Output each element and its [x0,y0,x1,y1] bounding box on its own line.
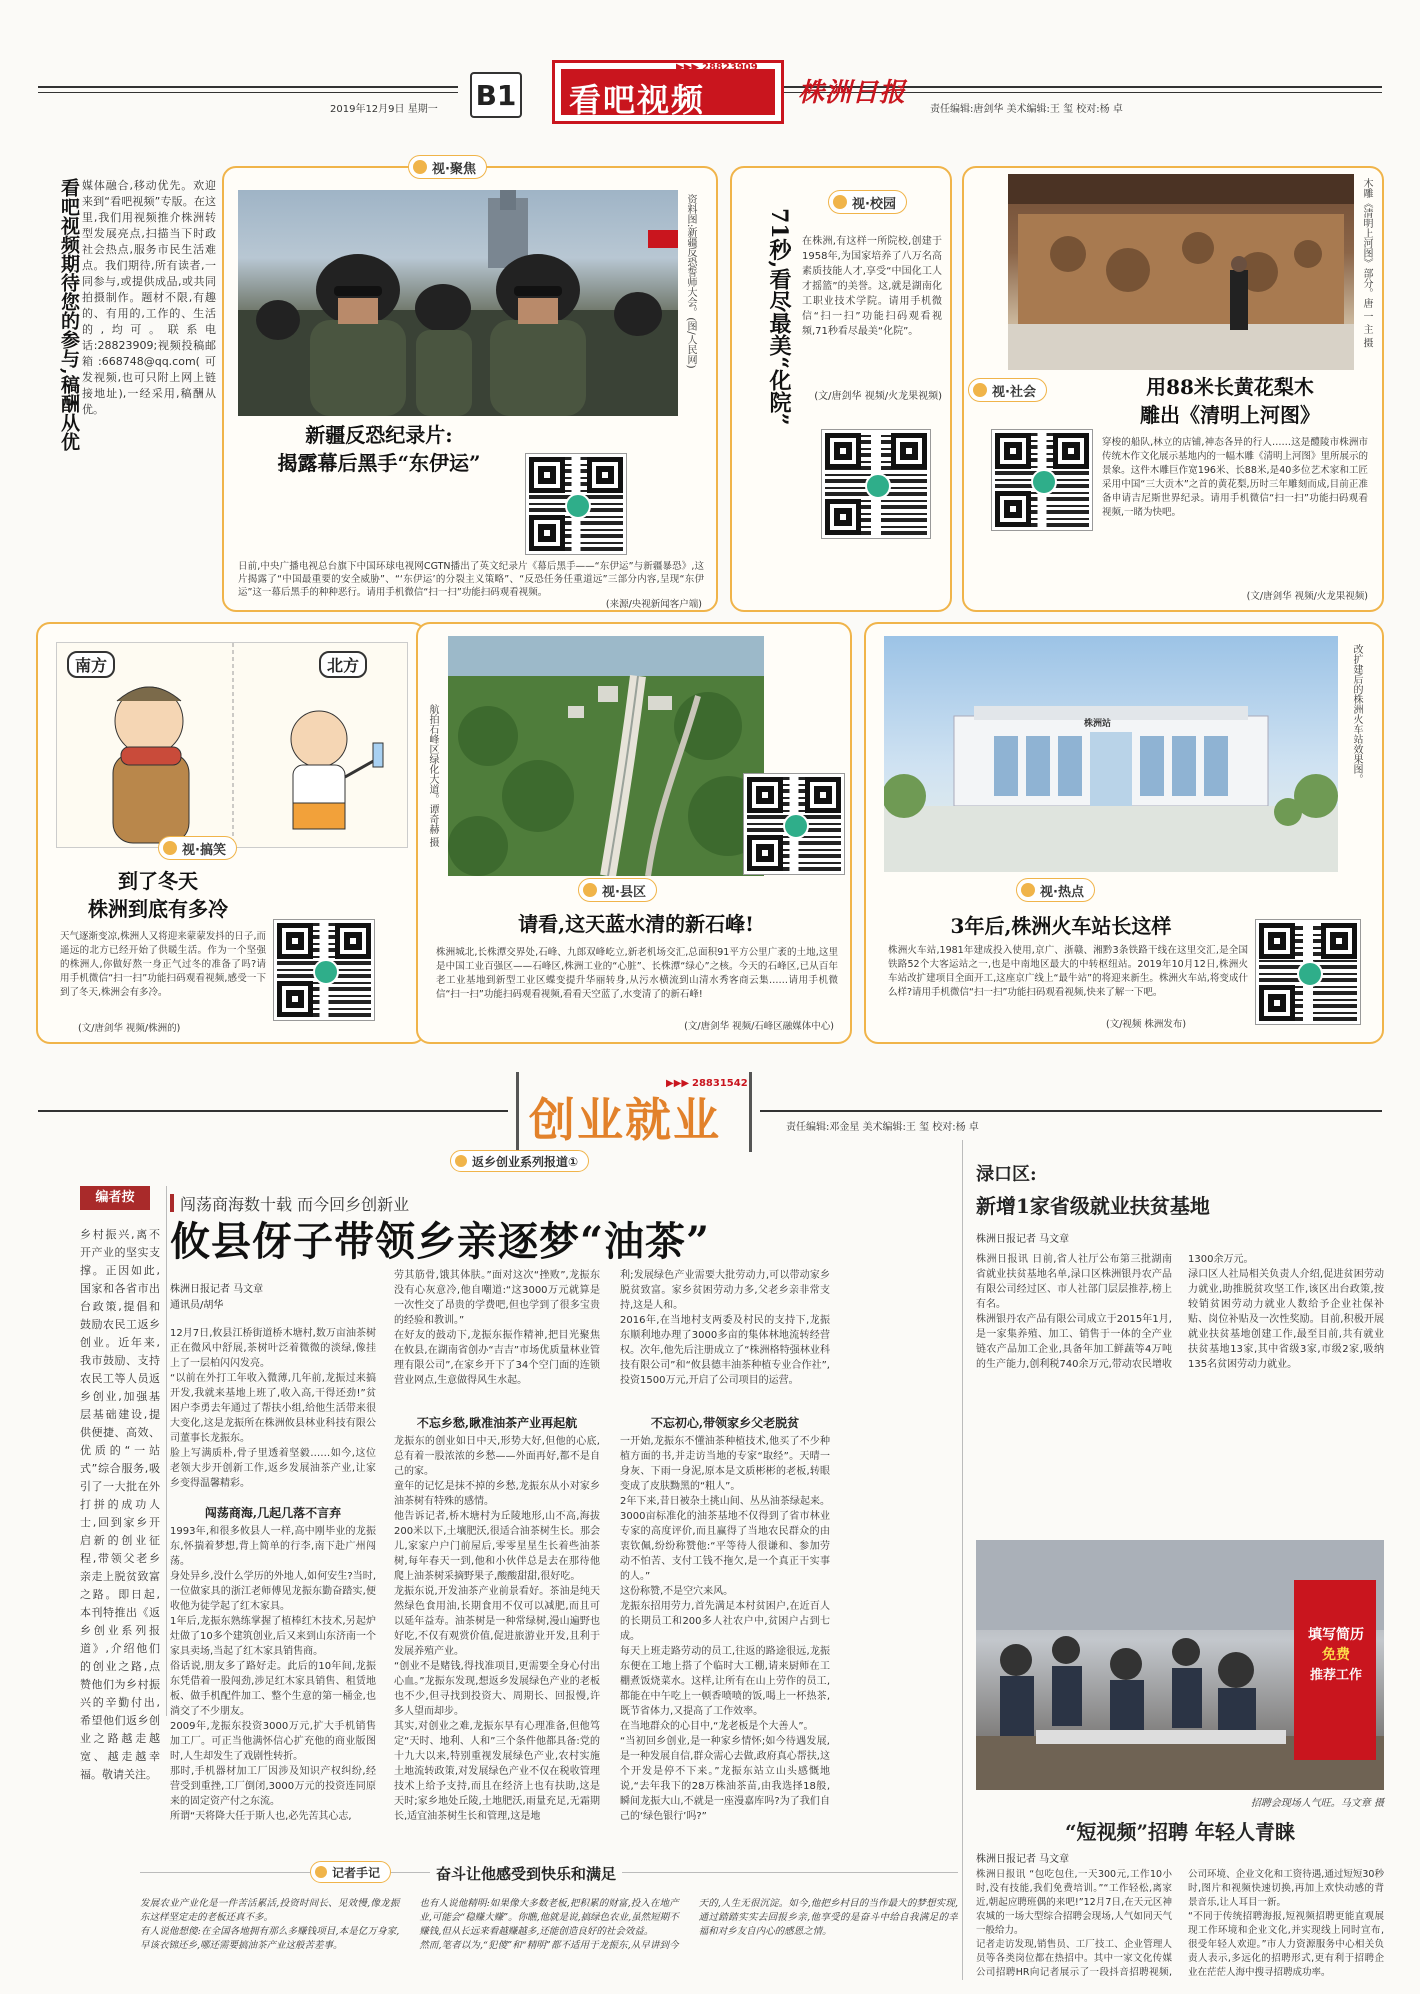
tag-funny [158,836,237,860]
recruit-headline: “短视频”招聘 年轻人青睐 [1065,1820,1295,1844]
page-number: B1 [470,72,522,118]
editor-note [80,1186,162,1781]
recruit-byline: 株洲日报记者 马文章 [976,1854,1070,1865]
tag-focus [408,155,487,179]
cold-body: 天气逐渐变凉,株洲人又将迎来蒙蒙发抖的日子,而遥远的北方已经开始了供暖生活。作为一个坚强的株洲人,你做好熬一身正气过冬的准备了吗?请用手机微信“扫一扫”功能扫码观看视频,感受一下到了冬天,株洲会有多冷。 [60,931,266,998]
tag-label: 视·热点 [1040,884,1084,900]
reporter-note-headline: 奋斗让他感受到快乐和满足 [430,1863,622,1884]
qr-eye-icon [805,777,841,813]
station-headline: 3年后,株洲火车站长这样 [950,914,1172,938]
xinjiang-source: (来源/央视新闻客户端) [605,599,702,610]
section2-rule [38,1110,508,1112]
main-headline: 攸县伢子带领乡亲逐梦“油茶” [170,1218,711,1265]
shifeng-qr-code[interactable] [744,774,844,874]
main-col2b: 龙振东的创业如日中天,形势大好,但他的心底,总有着一股浓浓的乡愁——外面再好,都不是自己的家。 童年的记忆是抹不掉的乡愁,龙振东从小对家乡油茶树有特殊的感情。 他告诉记者,桥木塘村为丘陵地形,山不高,海拔200米以下,土壤肥沃,很适合油茶树生长。那会儿,家家户户门前屋后,零零星星生长着些油茶树,每年春天一到,他和小伙伴总是去在那待他爬上油茶树采摘野果子,酸酸甜甜,很好吃。 龙振东说,开发油茶产业前景看好。茶油是纯天然绿色食用油,长期食用不仅可以减肥,而且可以延年益寿。油茶树是一种常绿树,漫山遍野也好吃,不仅有观赏价值,促进旅游业开发,且利于发展养殖产业。 “创业不是赌钱,得找准项目,更需要全身心付出心血。”龙振东发现,想返乡发展绿色产业的老板也不少,但寻找到投资大、周期长、回报慢,许多人望而却步。 其实,对创业之难,龙振东早有心理准备,但他笃定“天时、地利、人和”三个条件他都具备:党的十九大以来,特别重视发展绿色产业,农村实施土地流转政策,对发展绿色产业不仅在税收管理技术上给予支持,而且在经济上也有扶助,这是天时;家乡地处丘陵,土地肥沃,雨量充足,无霜期长,适宜油茶树生长和管理,这是地 [394,1436,600,1822]
paper-name-logo: 株洲日报 [798,78,907,108]
xinjiang-headline-2: 揭露幕后黑手“东伊运” [277,451,481,475]
shifeng-photo [448,636,764,876]
xinjiang-body: 日前,中央广播电视总台旗下中国环球电视网CGTN播出了英文纪录片《幕后黑手——“东伊运”与新疆暴恐》,这片揭露了“中国最重要的安全威胁”、“‘东伊运’的分裂主义策略”、“反恐任务任重道远”三部分内容,呈现“东伊运”这一幕后黑手的种种恶行。请用手机微信“扫一扫”功能扫码观看视频。 [238,561,704,598]
section-title: 看吧视频 [569,81,706,119]
xinjiang-headline-1: 新疆反恐纪录片: [305,423,453,447]
xinjiang-photo-caption: 资料图:新疆反恐誓师大会。(图/人民网) [685,194,696,369]
tag-dot-icon [455,1155,467,1167]
painting-photo [1008,174,1354,370]
qr-eye-icon [529,515,565,551]
cartoon-label-left: 南方 [67,651,115,678]
date-line: 2019年12月9日 星期一 [330,104,438,115]
main-col2: 劳其筋骨,饿其体肤。”面对这次“挫败”,龙振东没有心灰意冷,他自嘲道:“这3000万元就算是一次性交了昂贵的学费吧,但也学到了很多宝贵的经验和教训。” 在好友的鼓动下,龙振东振作精神,把目光聚焦在攸县,在湖南省创办“吉吉”市场优质量林业管理有限公司”,在家乡开下了34个空门面的连锁营业网点,生意做得风生水起。 [394,1270,600,1386]
main-kicker: 闯荡商海数十载 而今回乡创新业 [180,1195,410,1214]
tag-label: 视·校园 [852,196,896,212]
cartoon-label-right: 北方 [319,651,367,678]
tag-label: 视·社会 [992,384,1036,400]
qr-eye-icon [747,835,783,871]
recruit-banner-text-3: 推荐工作 [1309,1668,1362,1683]
qr-eye-icon [1053,433,1089,469]
lukou-body: 株洲日报讯 日前,省人社厅公布第三批湖南省就业扶贫基地名单,渌口区株洲银丹农产品有限公司经过区、市人社部门层层推荐,榜上有名。 株洲银丹农产品有限公司成立于2015年1月,是一家集养殖、加工、销售于一体的全产业链农产品加工企业,具备年加工鲜蔬等4万吨的生产能力,创利税740余万元,带动农民增收1300余万元。 渌口区人社局相关负责人介绍,促进贫困劳动力就业,助推脱贫攻坚工作,该区出台政策,按较销贫困劳动力就业人数给予企业社保补贴、岗位补贴及一次性奖励。目前,积极开展就业扶贫基地创建工作,最至目前,共有就业扶贫基地13家,其中省级3家,市级2家,吸纳135名贫困劳动力就业。 [976,1254,1384,1370]
lukou-headline: 新增1家省级就业扶贫基地 [976,1194,1210,1218]
tag-dot-icon [833,195,847,209]
main-byline-2: 通讯员/胡华 [170,1300,224,1311]
qr-eye-icon [1321,923,1357,959]
tag-series [450,1150,589,1172]
tag-label: 视·搞笑 [182,842,226,858]
tag-society [968,378,1047,402]
qr-eye-icon [995,433,1031,469]
section2-hotline-arrow-icon: ▶▶▶ [666,1078,690,1089]
main-col1: 12月7日,攸县江桥街道桥木塘村,数万亩油茶树正在微风中舒展,茶树叶泛着微微的淡绿,像挂上了一层柏闪闪发亮。 “以前在外打工年收入微薄,几年前,龙振过来搞开发,我就来基地上班了,收入高,干得还劲!”贫困户李勇去年通过了帮扶小组,给他生活带来很大变化,这是龙振所在株洲攸县林业科技有限公司董事长龙振东。 脸上写满质朴,骨子里透着坚毅……如今,这位老领大步开创新工作,返乡发展油茶产业,让家乡变得温馨精彩。 [170,1328,376,1489]
cold-headline-1: 到了冬天 [118,869,198,893]
main-byline-1: 株洲日报记者 马文章 [170,1284,264,1295]
masthead [0,0,1420,130]
main-col3-sub: 不忘初心,带领家乡父老脱贫 [650,1416,800,1430]
campus-body: 在株洲,有这样一所院校,创建于1958年,为国家培养了八万名高素质技能人才,享受“中国化工人才摇篮”的美誉。这,就是湖南化工职业技术学院。请用手机微信“扫一扫”功能扫码观看视频,71秒看尽最美“化院”。 [802,236,942,337]
qr-eye-icon [995,491,1031,527]
painting-photo-caption: 木雕《清明上河图》部分。唐 一 主 摄 [1361,178,1372,348]
editor-note-rule [166,1186,167,1716]
campus-qr-code[interactable] [822,430,930,538]
sidebar-text: 媒体融合,移动优先。欢迎来到“看吧视频”专版。在这里,我们用视频推介株洲转型发展亮点,扫描当下时政社会热点,服务市民生活难点。我们期待,所有读者,一同参与,或提供成品,或共同拍摄制作。题材不限,有趣的、有用的,工作的、生活的,均可。联系电话:28823909;视频投稿邮箱:668748@qq.com(可发视频,也可只附上网上链接地址),一经采用,稿酬从优。 [82,179,216,416]
story-shifeng [416,622,852,1044]
cold-cartoon [56,642,408,848]
tag-dot-icon [973,383,987,397]
tag-dot-icon [163,841,177,855]
section2-hotline: 28831542 [692,1078,748,1089]
main-story [170,1140,960,1880]
xinjiang-photo-art [238,190,678,416]
qr-eye-icon [277,981,313,1017]
hotline: 28823909 [702,62,758,73]
station-source: (文/视频 株洲发布) [1106,1019,1187,1030]
reporter-note-label: 记者手记 [332,1865,381,1880]
story-campus [730,166,952,612]
painting-headline-2: 雕出《清明上河图》 [1140,403,1320,427]
station-body: 株洲火车站,1981年建成投入使用,京广、浙赣、湘黔3条铁路干线在这里交汇,是全国铁路52个大客运站之一,也是中南地区最大的中转枢纽站。2019年10月12日,株洲火车站改扩建项目全面开工,这座京广线上“最牛站”的将迎来新生。株洲火车站,将变成什么样?请用手机微信“扫一扫”功能扫码观看视频,快来了解一下吧。 [888,945,1248,998]
hotline-arrow-icon: ▶▶▶ [676,62,700,73]
station-photo-art [884,636,1338,872]
series-label: 返乡创业系列报道① [472,1154,579,1169]
qr-logo-icon [565,493,591,519]
station-sign: 株洲站 [1084,719,1112,729]
story-cold [36,622,426,1044]
story-station [864,622,1384,1044]
qr-eye-icon [587,457,623,493]
qr-eye-icon [891,433,927,469]
recruit-story [976,1540,1384,1990]
station-qr-code[interactable] [1256,920,1360,1024]
campus-source: (文/唐剑华 视频/火龙果视频) [814,391,942,402]
editor-note-text: 乡村振兴,离不开产业的坚实支撑。正因如此,国家和各省市出台政策,提倡和鼓励农民工返乡创业。近年来,我市鼓励、支持农民工等人员返乡创业,加强基层基础建设,提供便捷、高效、优质的“一站式”综合服务,吸引了一大批在外打拼的成功人士,回到家乡开启新的创业征程,带领父老乡亲走上脱贫致富之路。即日起,本刊特推出《返乡创业系列报道》,介绍他们的创业之路,点赞他们为乡村振兴的辛勤付出,希望他们返乡创业之路越走越宽、越走越幸福。敬请关注。 [80,1228,160,1781]
xinjiang-photo [238,190,678,416]
section2-title: 创业就业 [529,1093,721,1147]
tag-hot [1016,878,1095,902]
station-photo-caption: 改扩建后的株洲火车站效果图。 [1351,644,1362,784]
qr-logo-icon [1297,961,1323,987]
qr-logo-icon [313,959,339,985]
campus-headline: 71秒,看尽最美“化院” [766,208,792,426]
shifeng-body: 株洲城北,长株潭交界处,石峰、九郎双峰屹立,新老机场交汇,总面积91平方公里广袤的土地,这里是中国工业百强区——石峰区,株洲工业的“心脏”、长株潭“绿心”之核。今天的石峰区,已从百年老工业基地到新型工业区蝶变提升华丽转身,从污水横流到山清水秀客商云集……请用手机微信“扫一扫”功能扫码观看视频,看看天空蓝了,水变清了的新石峰! [436,947,838,1000]
tag-label: 视·县区 [602,884,646,900]
qr-eye-icon [747,777,783,813]
recruit-body: 株洲日报讯 “包吃包住,一天300元,工作10小时,没有技能,我们免费培训。”“工作轻松,离家近,朝起应聘班偶的来吧!”12月7日,在天元区神农城的一场大型综合招聘会现场,人气如同天气一般给力。 记者走访发现,销售员、工厂技工、企业管理人员等各类岗位都在热招中。其中一家文化传媒公司招聘HR向记者展示了一段抖音招聘视频,公司环境、企业文化和工资待遇,通过短短30秒时,图片和视频快速切换,再加上欢快动感的背景音乐,让人耳目一新。 “不同于传统招聘海报,短视频招聘更能直观展现工作环境和企业文化,并实现线上同时宣布,很受年轻人欢迎。”市人力资源服务中心相关负责人表示,多远化的招聘形式,更有利于招聘企业在茫茫人海中搜寻招聘成功率。 [976,1869,1384,1978]
cold-source: (文/唐剑华 视频/株洲的) [78,1023,181,1034]
xinjiang-qr-code[interactable] [526,454,626,554]
tag-dot-icon [1021,883,1035,897]
section2-rule-right [760,1110,1382,1112]
sidebar-title: 看吧视频期待您的参与,稿酬从优 [58,178,80,451]
qr-logo-icon [865,473,891,499]
qr-eye-icon [1259,985,1295,1021]
recruit-photo-caption: 招聘会现场人气旺。马文章 摄 [1250,1798,1384,1809]
painting-qr-code[interactable] [992,430,1092,530]
section2-editors: 责任编辑:邓金星 美术编辑:王 玺 校对:杨 卓 [786,1122,979,1133]
qr-logo-icon [783,813,809,839]
kicker-bar-icon [170,1194,174,1212]
qr-eye-icon [335,923,371,959]
tag-label: 视·聚焦 [432,161,476,177]
recruit-photo [976,1540,1384,1790]
story-xinjiang [222,161,718,612]
shifeng-headline: 请看,这天蓝水清的新石峰! [518,912,754,936]
reporter-note-text: 发展农业产业化是一件苦活累活,投资时间长、见效慢,像龙振东这样坚定走的老板还真不多。 有人说他想傻:在全国各地拥有那么多赚钱项目,本是亿万身家,早该衣锦还乡,哪还需要搞油茶产业这般苦差事。 也有人说他精明:如果像大多数老板,把积累的财富,投入在地产业,可能会“稳赚大赚”。你瞧,他就是说,搞绿色农业,虽然短期不赚钱,但从长远来看越赚越多,还能创造良好的社会效益。 然而,笔者以为,“犯傻”和“精明”都不适用于龙振东,从早讲到今天的,人生无很沉淀。如今,他把乡村目的当作最大的梦想实现,通过踏踏实实去回报乡亲,他享受的是奋斗中给自我满足的幸福和对乡友自内心的感恩之情。 [140,1898,958,1951]
sidebar [36,178,216,578]
painting-source: (文/唐剑华 视频/火龙果视频) [1246,591,1368,602]
lukou-byline: 株洲日报记者 马文章 [976,1234,1070,1245]
main-col3: 利;发展绿色产业需要大批劳动力,可以带动家乡脱贫致富。家乡贫困劳动力多,父老乡亲非常支持,这是人和。 2016年,在当地村支两委及村民的支持下,龙振东顺利地办理了3000多亩的集体林地流转经营权。次年,他先后注册成立了“株洲格特强林业科技有限公司”和“攸县德丰油茶种植专业合作社”,投资1500万元,开启了公司项目的运营。 [620,1270,830,1386]
masthead-rule-left [38,86,458,88]
painting-body: 穿梭的船队,林立的店铺,神态各异的行人……这是醴陵市株洲市传统木作文化展示基地内的一幅木雕《清明上河图》里所展示的景象。这件木雕巨作宽196米、长88米,是40多位艺术家和工匠采用中国“三大贡木”之首的黄花梨,历时三年雕刻而成,目前正准备申请吉尼斯世界纪录。请用手机微信“扫一扫”功能扫码观看视频,一睹为快吧。 [1102,437,1369,518]
story-painting [962,166,1384,612]
qr-eye-icon [825,499,861,535]
main-col3b: 一开始,龙振东不懂油茶种植技术,他买了不少种植方面的书,并走访当地的专家“取经”。天晴一身灰、下雨一身泥,原本是文质彬彬的老板,转眼变成了皮肤黝黑的“粗人”。 2年下来,昔日被杂土挑山间、丛丛油茶绿起来。3000亩标准化的油茶基地不仅得到了省市林业专家的高度评价,而且赢得了当地农民群众的由衷钦佩,纷纷称赞他:“平等待人很谦和、参加劳动不怕苦、支付工钱不拖欠,是一个真正干实事的人。” 这份称赞,不是空穴来风。 龙振东招用劳力,首先满足本村贫困户,在近百人的长期员工和200多人社农户中,贫困户占到七成。 每天上班走路劳动的员工,往返的路途很远,龙振东便在工地上搭了个临时大工棚,请来厨师在工棚煮饭烧菜水。这样,让所有在山上劳作的员工,都能在中午吃上一顿香喷喷的饭,喝上一杯热茶,既节省体力,又提高了工作效率。 在当地群众的心目中,“龙老板是个大善人”。 “当初回乡创业,是一种家乡情怀;如今待遇发展,是一种发展自信,群众需心去做,政府真心帮扶,这个开发是停不下来。”龙振东站立山头感慨地说,“去年我下的28万株油茶苗,由我选择18般,瞬间龙振大山,不就是一座漫嘉库吗?为了我们自己的‘绿色银行’吗?” [620,1436,830,1822]
masthead-rule-left-thin [38,92,458,93]
qr-eye-icon [277,923,313,959]
tag-reporter-note [310,1861,391,1883]
cold-headline-2: 株洲到底有多冷 [88,897,228,921]
qr-eye-icon [1259,923,1295,959]
tag-dot-icon [413,160,427,174]
qr-logo-icon [1031,469,1057,495]
editors-line: 责任编辑:唐剑华 美术编辑:王 玺 校对:杨 卓 [930,104,1123,115]
lukou-kicker: 渌口区: [976,1164,1037,1185]
station-photo [884,636,1338,872]
qr-eye-icon [529,457,565,493]
qr-eye-icon [825,433,861,469]
tag-county [578,878,657,902]
shifeng-source: (文/唐剑华 视频/石峰区融媒体中心) [684,1021,834,1032]
main-col2-sub: 不忘乡愁,瞅准油茶产业再起航 [416,1416,578,1430]
painting-photo-art [1008,174,1354,370]
recruit-banner-text: 填写简历 [1308,1627,1364,1643]
shifeng-photo-caption: 航拍石峰区绿化大道。谭奇赫 摄 [427,704,438,848]
tag-campus [828,190,907,214]
main-col1-sub: 闯荡商海,几起几落不言弃 [204,1506,342,1520]
reporter-note [140,1865,958,1990]
tag-dot-icon [315,1866,327,1878]
painting-headline-1: 用88米长黄花梨木 [1146,375,1314,399]
cold-qr-code[interactable] [274,920,374,1020]
shifeng-photo-art [448,636,764,876]
recruit-banner-text-2: 免费 [1322,1647,1350,1663]
main-right-rule [962,1140,963,1980]
main-col1b: 1993年,和很多攸县人一样,高中刚毕业的龙振东,怀揣着梦想,背上简单的行李,南下赴广州闯荡。 身处异乡,没什么学历的外地人,如何安生?当时,一位做家具的浙江老师傅见龙振东勤奋踏实,便收他为徒学起了红木家具。 1年后,龙振东熟练掌握了植棒红木技术,另起炉灶做了10多个建筑创业,后又来到山东济南一个家具卖场,当起了红木家具销售商。 俗话说,朋友多了路好走。此后的10年间,龙振东凭借着一股闯劲,涉足红木家具销售、租赁地板、做手机配件加工、整个生意的第一桶金,也淌交了不少朋友。 2009年,龙振东投资3000万元,扩大手机销售加工厂。可正当他满怀信心扩充他的商业版图时,人生却发生了戏剧性转折。 那时,手机器材加工厂因涉及知识产权纠纷,经营受到重挫,工厂倒闭,3000万元的投资连同原来的固定资产付之东流。 所谓“天将降大任于斯人也,必先苦其心志, [170,1526,376,1822]
lukou-story [976,1160,1384,1530]
editor-note-label: 编者按 [80,1186,150,1210]
tag-dot-icon [583,883,597,897]
